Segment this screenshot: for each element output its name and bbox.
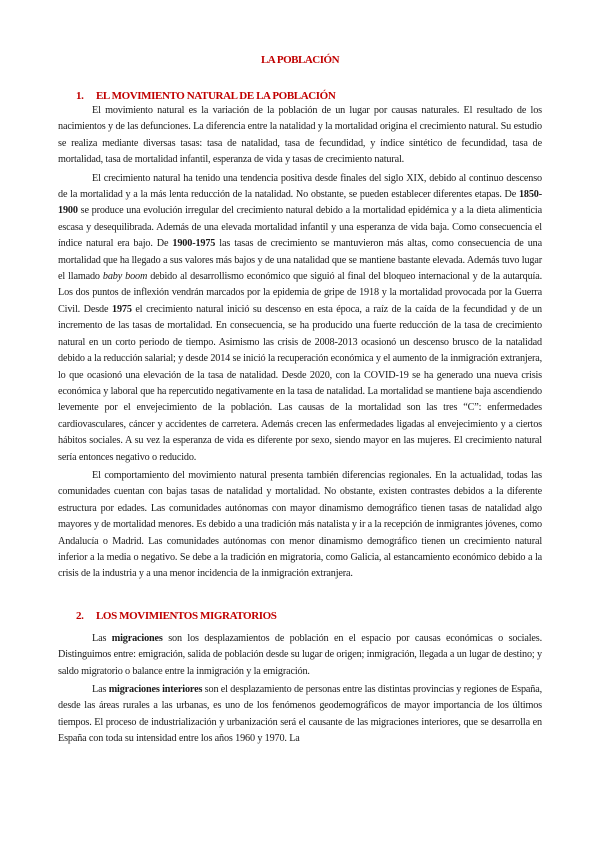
section-title: EL MOVIMIENTO NATURAL DE LA POBLACIÓN <box>96 90 336 102</box>
paragraph: El movimiento natural es la variación de la población de un lugar por causas naturales. El resultado de los nacimientos y de las defunciones. La diferencia entre la natalidad y la mortalidad origina el crecimiento natural. Su estudio se realiza mediante diversas tasas: tasa de natalidad, tasa de fecundidad, y índice sintético de fecundidad, tasa de mortalidad, tasa de mortalidad infantil, esperanza de vida y tasas de crecimiento natural. <box>58 105 542 166</box>
paragraph: Las migraciones son los desplazamientos de población en el espacio por causas económicas o sociales. Distinguimos entre: emigración, salida de población desde su lugar de origen; inmigración, llegada a un lugar de destino; y saldo migratorio o balance entre la inmigración y la emigración. <box>58 632 542 677</box>
section-title: LOS MOVIMIENTOS MIGRATORIOS <box>96 609 277 622</box>
paragraph: Las migraciones interiores son el desplazamiento de personas entre las distintas provincias y regiones de España, desde las áreas rurales a las urbanas, es uno de los fenómenos geodemográficos de mayor importancia de los últimos tiempos. El proceso de industrialización y urbanización será el causante de las migraciones interiores, que se desarrolla en España con toda su intensidad entre los años 1960 y 1970. La <box>58 684 542 745</box>
bold-term: 1850-1900 <box>58 189 542 217</box>
paragraph: El crecimiento natural ha tenido una tendencia positiva desde finales del siglo XIX, debido al continuo descenso de la mortalidad y a la más lenta reducción de la natalidad. No obstante, se pueden establecer diferentes etapas. De 1850-1900 se produce una evolución irregular del crecimiento natural debido a la mortalidad epidémica y a la dieta alimenticia escasa y desequilibrada. Además de una elevada mortalidad infantil y una esperanza de vida baja. Como consecuencia el índice natural era bajo. De 1900-1975 las tasas de crecimiento se mantuvieron más altas, como consecuencia de una mortalidad que ha llegado a sus valores más bajos y de una natalidad que se mantiene bastante elevada. Además tuvo lugar el llamado baby boom debido al desarrollismo económico que siguió al final del bloqueo internacional y de la autarquía. Los dos puntos de inflexión vendrán marcados por la epidemia de gripe de 1918 y la mortalidad provocada por la Guerra Civil. Desde 1975 el crecimiento natural inició su descenso en esta época, a raíz de la caída de la fecundidad y de un incremento de las tasas de mortalidad. En consecuencia, se ha producido una fuerte reducción de la tasa de crecimiento natural en un corto periodo de tiempo. Asimismo las crisis de 2008-2013 ocasionó un descenso brusco de la natalidad debido a la reducción salarial; y desde 2014 se inició la recuperación económica y el aumento de la inmigración extranjera, lo que ocasionó una elevación de la tasa de natalidad. Desde 2020, con la COVID-19 se ha generado una nueva crisis económica y laboral que ha repercutido negativamente en la tasa de natalidad. La mortalidad se mantiene baja ascendiendo levemente por el envejecimiento de la población. Las causas de la mortalidad son las tres “C”: enfermedades cardiovasculares, cáncer y accidentes de carretera. Además crecen las enfermedades ligadas al envejecimiento y a ciertos hábitos sociales. A su vez la esperanza de vida es diferente por sexo, siendo mayor en las mujeres. El crecimiento natural sería entonces negativo o reducido. <box>58 172 543 463</box>
paragraph: El comportamiento del movimiento natural presenta también diferencias regionales. En la actualidad, todas las comunidades cuentan con bajas tasas de natalidad y mortalidad. No obstante, existen contrastes debidos a la diferente estructura por edades. Las comunidades autónomas con mayor dinamismo demográfico tienen tasas de natalidad algo mayores y de mortalidad menores. Es debido a una tradición más natalista y ir a la recepción de inmigrantes jóvenes, como Andalucía o Madrid. Las comunidades autónomas con menor dinamismo demográfico tienen un crecimiento natural inferior a la media o negativo. Se debe a la tradición en migratoria, como Galicia, al estancamiento económico debido a la crisis de la industria y a una menor incidencia de la inmigración extranjera. <box>58 469 542 580</box>
italic-term: baby boom <box>102 271 148 283</box>
section-heading <box>58 610 542 622</box>
bold-term: migraciones interiores <box>108 684 203 695</box>
section-number: 2. <box>76 609 84 622</box>
bold-term: 1975 <box>112 303 132 315</box>
section-number: 1. <box>76 90 84 102</box>
section-heading <box>58 90 542 102</box>
page-title: LA POBLACIÓN <box>260 54 340 66</box>
bold-term: 1900-1975 <box>172 238 216 250</box>
bold-term: migraciones <box>111 632 163 644</box>
